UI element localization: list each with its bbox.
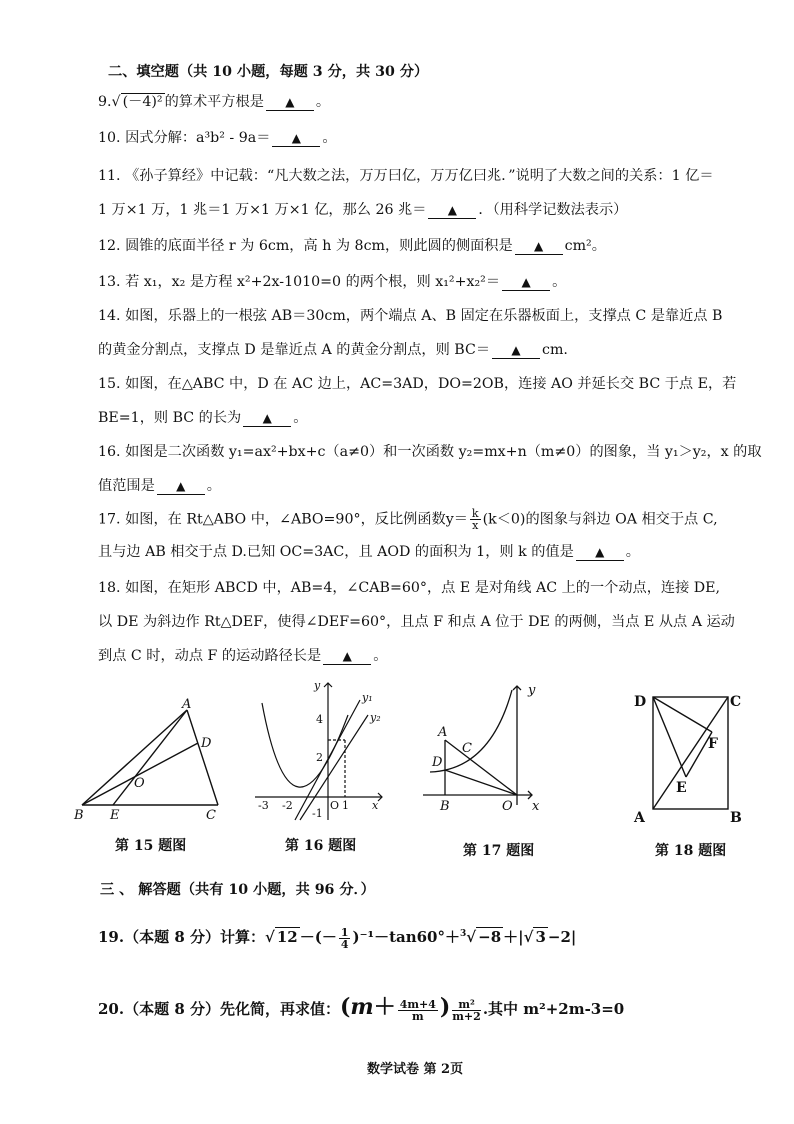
fig18-label-D: D <box>634 694 647 710</box>
q20-head: 20.（本题 8 分）先化简，再求值： <box>98 1000 340 1018</box>
q20-tail: .其中 m²+2m-3=0 <box>482 1000 625 1018</box>
q20-close-paren: ) <box>439 994 451 1020</box>
question-12 <box>98 236 606 256</box>
fig15-label-B: B <box>74 808 84 823</box>
answer-blank[interactable]: ▲ <box>266 94 314 111</box>
fig17-label-A: A <box>438 725 448 740</box>
fig15-label-E: E <box>110 808 120 823</box>
question-9 <box>98 92 330 112</box>
fig18-label-C: C <box>730 694 742 710</box>
question-13 <box>98 272 566 292</box>
answer-blank[interactable]: ▲ <box>272 130 320 147</box>
figure-16 <box>250 675 390 825</box>
q17-text: 且与边 AB 相交于点 D.已知 OC=3AC，且 AOD 的面积为 1，则 k 的值是 <box>98 544 574 560</box>
question-14-line-1: 14. 如图，乐器上的一根弦 AB＝30cm，两个端点 A、B 固定在乐器板面上，支撑点 C 是靠近点 B <box>98 308 723 324</box>
q16-end: 。 <box>206 478 221 494</box>
q9-number: 9. <box>98 94 112 110</box>
fig16-label-4: 4 <box>316 713 323 726</box>
fig16-label-1: 1 <box>342 799 349 812</box>
question-18-line-3 <box>98 646 387 666</box>
q9-end: 。 <box>315 94 331 110</box>
fig16-label-O: O <box>330 799 340 812</box>
question-14-line-2 <box>98 340 568 360</box>
q11-text: 1 万×1 万，1 兆＝1 万×1 万×1 亿，那么 26 兆＝ <box>98 202 427 218</box>
section-2-title: 二、填空题（共 10 小题，每题 3 分，共 30 分） <box>108 64 429 80</box>
question-17-line-2 <box>98 542 640 562</box>
q11-end: ．（用科学记数法表示） <box>478 202 628 218</box>
fig17-label-O: O <box>502 799 513 814</box>
q18-text: 到点 C 时，动点 F 的运动路径长是 <box>98 648 322 664</box>
question-16-line-2 <box>98 476 221 496</box>
q19-fraction: $\frac{1}{4}$ <box>340 925 349 951</box>
sqrt-symbol: √ <box>111 94 121 110</box>
q17-func-y: y＝ <box>445 511 468 528</box>
question-11-line-2 <box>98 200 627 220</box>
q19-cube-radicand: −8 <box>478 928 502 946</box>
figure-17 <box>420 680 550 825</box>
q19-sqrt3: 3 <box>535 928 546 946</box>
q19-part2: －(－ <box>299 928 337 946</box>
page-footer: 数学试卷 第 2页 <box>367 1062 464 1077</box>
answer-blank[interactable]: ▲ <box>492 342 540 359</box>
q15-text: BE=1，则 BC 的长为 <box>98 410 242 426</box>
section-3-title: 三 、 解答题（共有 10 小题，共 96 分．） <box>100 882 375 898</box>
sqrt-symbol: √ <box>264 928 275 946</box>
q16-text: 值范围是 <box>98 478 155 494</box>
figure-15-caption: 第 15 题图 <box>115 838 187 854</box>
q15-end: 。 <box>293 410 308 426</box>
sqrt-symbol: √ <box>466 928 477 946</box>
answer-blank[interactable]: ▲ <box>576 544 624 561</box>
question-16-line-1: 16. 如图是二次函数 y₁=ax²+bx+c（a≠0）和一次函数 y₂=mx+n（m≠0）的图象，当 y₁＞y₂，x 的取 <box>98 444 762 460</box>
figure-18-caption: 第 18 题图 <box>655 843 727 859</box>
question-10 <box>98 128 337 148</box>
fig16-label-neg2: -2 <box>282 799 293 812</box>
answer-blank[interactable]: ▲ <box>515 238 563 255</box>
sqrt-symbol: √ <box>523 928 534 946</box>
fig18-label-F: F <box>708 736 718 752</box>
question-18-line-2: 以 DE 为斜边作 Rt△DEF，使得∠DEF=60°，且点 F 和点 A 位于 DE 的两侧，当点 E 从点 A 运动 <box>98 614 735 630</box>
q19-sqrt12: 12 <box>276 928 298 946</box>
answer-blank[interactable]: ▲ <box>243 410 291 427</box>
q20-plus: ＋ <box>373 994 396 1020</box>
q17-fraction: $\frac{k}{x}$ <box>471 507 479 532</box>
q19-part5: −2| <box>547 928 577 946</box>
q20-open-paren: ( <box>339 994 351 1020</box>
q13-end: 。 <box>552 274 567 290</box>
q12-text: 12. 圆锥的底面半径 r 为 6cm，高 h 为 8cm，则此圆的侧面积是 <box>98 238 513 254</box>
question-15-line-2 <box>98 408 307 428</box>
q14-end: cm. <box>542 342 568 358</box>
fig17-label-D: D <box>432 755 443 770</box>
fig15-label-C: C <box>206 808 216 823</box>
q19-part4: ＋| <box>503 928 524 946</box>
fig17-label-C: C <box>462 741 472 756</box>
fig15-label-O: O <box>134 776 145 791</box>
q20-fraction-2: $\frac{\text{m²}}{m+2}$ <box>452 997 481 1023</box>
q9-radicand: (－4)² <box>122 94 163 110</box>
question-11-line-1: 11. 《孙子算经》中记载：“凡大数之法，万万曰亿，万万亿曰兆．”说明了大数之间的关系：1 亿＝ <box>98 168 714 184</box>
answer-blank[interactable]: ▲ <box>323 648 371 665</box>
q19-cube-index: 3 <box>460 929 467 939</box>
q17-end: 。 <box>625 544 640 560</box>
fig18-label-E: E <box>676 780 687 796</box>
q13-text: 13. 若 x₁，x₂ 是方程 x²+2x-1010=0 的两个根，则 x₁²+x₂²＝ <box>98 274 501 290</box>
figure-16-caption: 第 16 题图 <box>285 838 357 854</box>
figure-17-caption: 第 17 题图 <box>463 843 535 859</box>
fig16-label-2: 2 <box>316 751 323 764</box>
q17-text-b: (k＜0)的图象与斜边 OA 相交于点 C, <box>482 511 718 528</box>
fig17-label-x: x <box>532 799 540 814</box>
q18-end: 。 <box>373 648 388 664</box>
question-17-line-1 <box>98 508 718 531</box>
fig16-label-x: x <box>372 799 379 812</box>
question-19 <box>98 924 576 950</box>
fig16-label-y2: y₂ <box>370 711 381 724</box>
fig16-label-y1: y₁ <box>362 691 373 704</box>
q19-head: 19.（本题 8 分）计算： <box>98 928 265 946</box>
answer-blank[interactable]: ▲ <box>157 478 205 495</box>
fig16-label-neg3: -3 <box>258 799 269 812</box>
q9-text: 的算术平方根是 <box>164 94 264 110</box>
q14-text: 的黄金分割点，支撑点 D 是靠近点 A 的黄金分割点，则 BC＝ <box>98 342 491 358</box>
fig18-label-B: B <box>730 810 742 826</box>
question-18-line-1: 18. 如图，在矩形 ABCD 中，AB=4，∠CAB=60°，点 E 是对角线 AC 上的一个动点，连接 DE, <box>98 580 721 596</box>
q12-end: cm²。 <box>564 238 606 254</box>
answer-blank[interactable]: ▲ <box>502 274 550 291</box>
question-20 <box>98 992 624 1024</box>
fig16-label-neg1: -1 <box>312 807 323 820</box>
fig15-label-A: A <box>182 697 192 712</box>
answer-blank[interactable]: ▲ <box>428 202 476 219</box>
q10-end: 。 <box>322 130 337 146</box>
q17-text-a: 17. 如图，在 Rt△ABO 中，∠ABO=90°，反比例函数 <box>98 511 446 528</box>
figure-15 <box>70 695 230 825</box>
figure-18 <box>628 682 758 827</box>
fig17-label-y: y <box>528 683 536 698</box>
fig18-label-A: A <box>634 810 645 826</box>
q20-fraction-1: $\frac{4m+4}{m}$ <box>399 997 436 1023</box>
question-15-line-1: 15. 如图，在△ABC 中，D 在 AC 边上，AC=3AD，DO=2OB，连接 AO 并延长交 BC 于点 E，若 <box>98 376 737 392</box>
q10-text: 10. 因式分解：a³b² - 9a＝ <box>98 130 271 146</box>
q20-m: m <box>350 994 374 1020</box>
q19-part3: )⁻¹－tan60°＋ <box>352 928 460 946</box>
fig17-label-B: B <box>440 799 450 814</box>
fig15-label-D: D <box>201 736 212 751</box>
fig16-label-y: y <box>314 679 321 692</box>
